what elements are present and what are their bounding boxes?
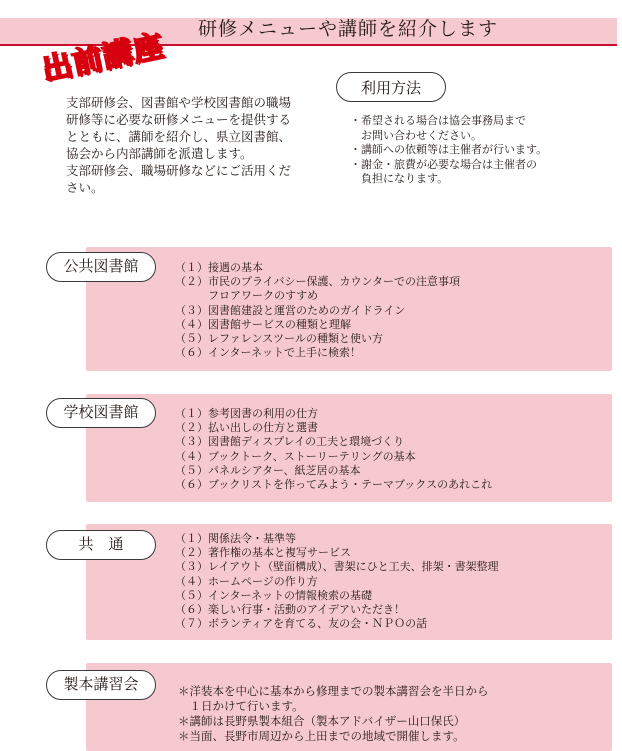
page-title: 研修メニューや講師を紹介します [198, 18, 499, 40]
section-public-library-list [175, 261, 460, 360]
list-item: （３）図書館建設と運営のためのガイドライン [175, 303, 406, 317]
usage-item: お問い合わせください。 [350, 128, 482, 142]
stamp-logo: 出前講座 [38, 28, 168, 89]
list-item: （１）関係法令・基準等 [175, 532, 296, 545]
intro-line: とともに、講師を紹介し、県立図書館、 [66, 129, 292, 144]
list-item: ＊洋装本を中心に基本から修理までの製本講習会を半日から [178, 684, 489, 698]
usage-item: 負担になります。 [350, 172, 449, 185]
list-item: （５）インターネットの情報検索の基礎 [175, 588, 373, 602]
list-item: （３）図書館ディスプレイの工夫と環境づくり [175, 435, 405, 449]
list-item: １日かけて行います。 [178, 699, 304, 713]
usage-list [350, 114, 610, 187]
list-item: （１）参考図書の利用の仕方 [175, 407, 318, 420]
section-school-library-title: 学校図書館 [46, 398, 156, 428]
list-item: （４）ブックトーク、ストーリーテリングの基本 [175, 449, 416, 463]
list-item: （７）ボランティアを育てる、友の会・ＮＰＯの話 [175, 617, 428, 631]
section-common-title: 共 通 [46, 530, 156, 560]
intro-text [66, 94, 321, 196]
list-item: （６）インターネットで上手に検索！ [175, 346, 362, 360]
section-bookbinding-title: 製本講習会 [46, 670, 156, 700]
section-public-library-title: 公共図書館 [46, 252, 156, 282]
intro-line: 協会から内部講師を派遣します。 [66, 146, 253, 161]
list-item: （６）ブックリストを作ってみよう・テーマブックスのあれこれ [175, 478, 493, 492]
section-bookbinding-list [178, 684, 489, 744]
list-item: （２）著作権の基本と複写サービス [175, 546, 351, 560]
list-item: ＊講師は長野県製本組合（製本アドバイザー山口保氏） [178, 714, 466, 728]
usage-item: ・講師への依頼等は主催者が行います。 [350, 143, 548, 156]
list-item: （２）払い出しの仕方と選書 [175, 421, 318, 435]
list-item: （４）ホームページの作り方 [175, 574, 318, 588]
list-item: フロアワークのすすめ [175, 289, 319, 303]
list-item: （５）パネルシアター、紙芝居の基本 [175, 463, 361, 477]
list-item: （２）市民のプライバシー保護、カウンターでの注意事項 [175, 275, 461, 289]
section-school-library-list [175, 407, 492, 492]
intro-line: 支部研修会、図書館や学校図書館の職場 [66, 95, 292, 110]
usage-title: 利用方法 [336, 72, 446, 102]
intro-line: 支部研修会、職場研修などにご活用くだ [66, 163, 292, 178]
list-item: （１）接遇の基本 [175, 261, 263, 274]
list-item: （４）図書館サービスの種類と理解 [175, 317, 351, 331]
section-common-list [175, 532, 499, 631]
usage-item: ・希望される場合は協会事務局まで [350, 114, 526, 127]
list-item: （３）レイアウト（壁面構成）、書架にひと工夫、排架・書架整理 [175, 560, 499, 574]
list-item: （６）楽しい行事・活動のアイデアいただき！ [175, 603, 406, 617]
intro-line: 研修等に必要な研修メニューを提供する [66, 112, 292, 127]
list-item: （５）レファレンスツールの種類と使い方 [175, 332, 383, 346]
intro-line: さい。 [66, 180, 104, 195]
usage-item: ・謝金・旅費が必要な場合は主催者の [350, 157, 537, 171]
list-item: ＊当面、長野市周辺から上田までの地域で開催します。 [178, 729, 465, 743]
